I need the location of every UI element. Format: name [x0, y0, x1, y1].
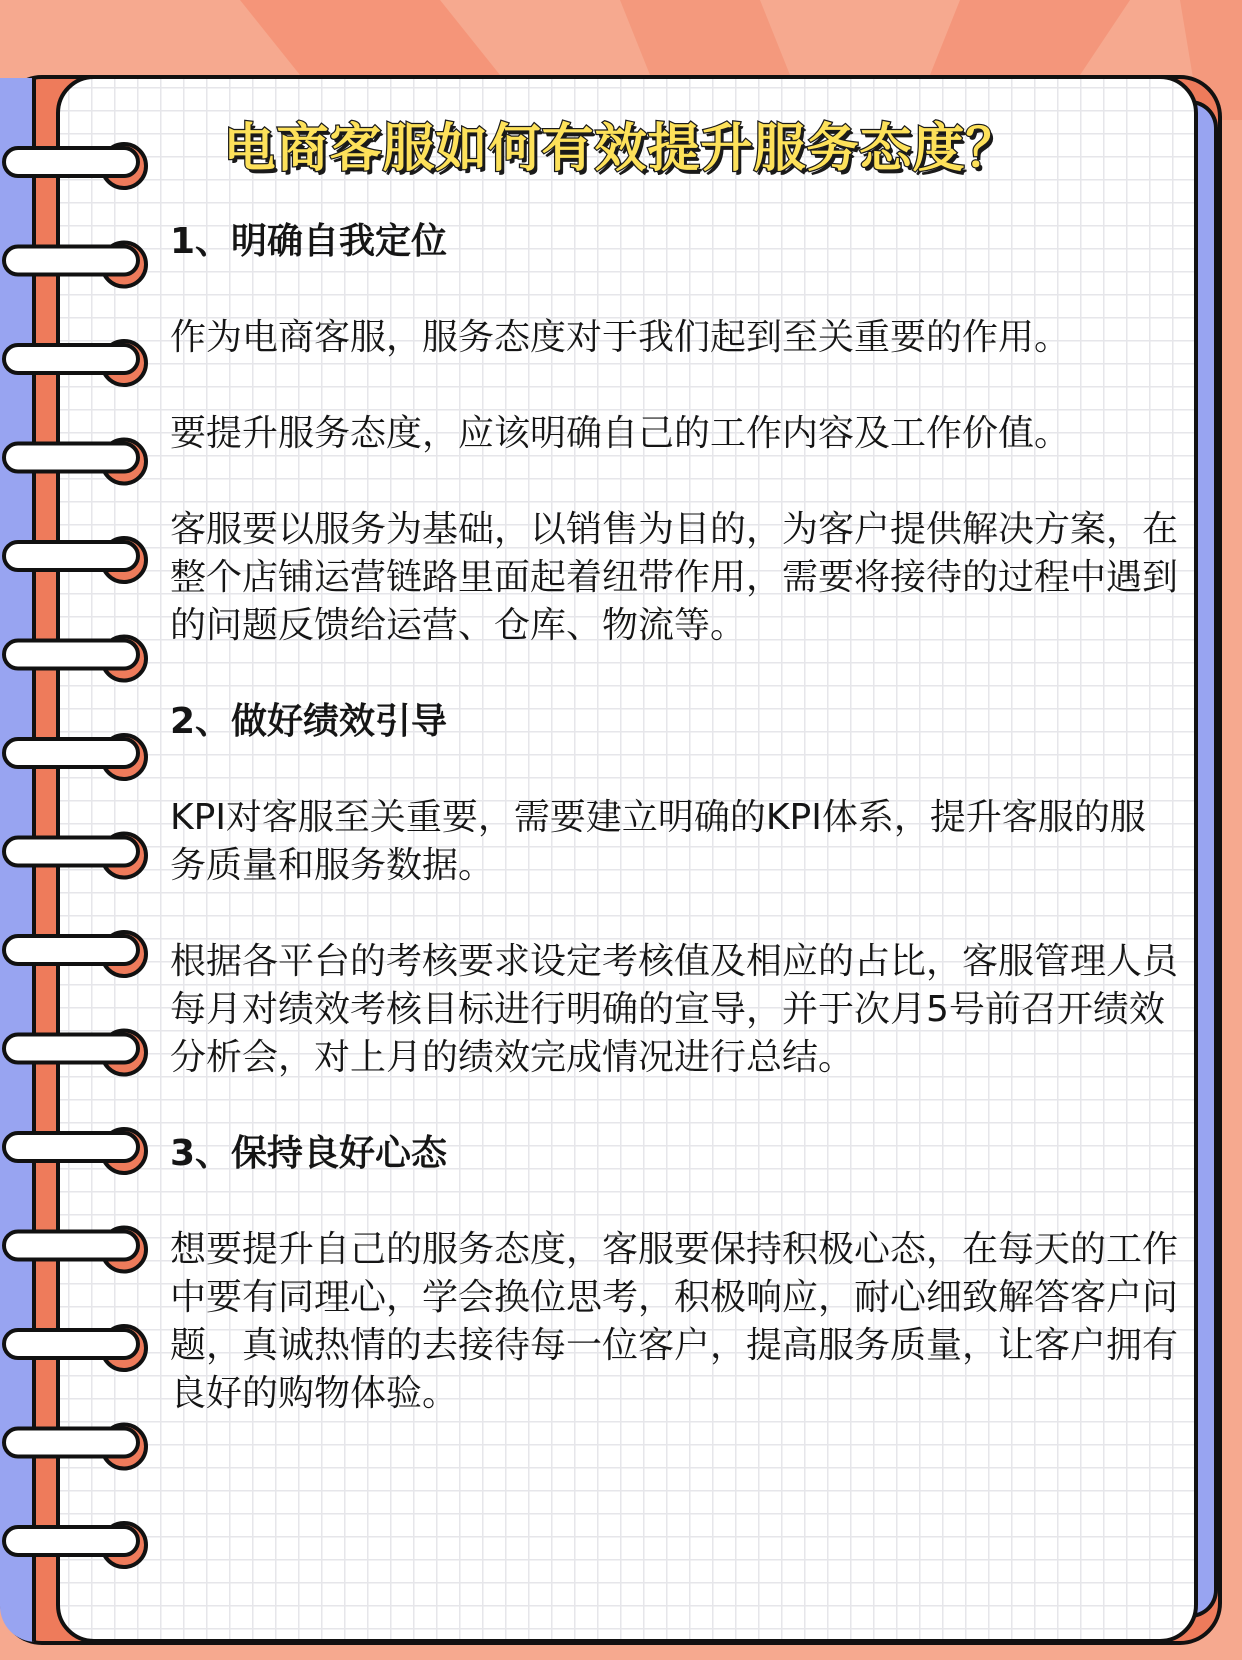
- spiral-ring-icon: [4, 243, 146, 287]
- spiral-ring-icon: [4, 1425, 146, 1469]
- paragraph: 客服要以服务为基础，以销售为目的，为客户提供解决方案，在整个店铺运营链路里面起着纽带作用，需要将接待的过程中遇到的问题反馈给运营、仓库、物流等。: [170, 509, 1179, 646]
- page-title: 电商客服如何有效提升服务态度？: [223, 119, 1019, 179]
- section-heading: 2、做好绩效引导: [170, 701, 448, 742]
- spiral-ring-icon: [4, 834, 146, 878]
- paragraph: 想要提升自己的服务态度，客服要保持积极心态，在每天的工作中要有同理心，学会换位思考，积极响应，耐心细致解答客户问题，真诚热情的去接待每一位客户，提高服务质量，让客户拥有良好的购物体验。: [170, 1229, 1179, 1414]
- article-body: [170, 218, 1180, 1466]
- spiral-ring-icon: [4, 1523, 146, 1567]
- paragraph: 根据各平台的考核要求设定考核值及相应的占比，客服管理人员每月对绩效考核目标进行明确的宣导，并于次月5号前召开绩效分析会，对上月的绩效完成情况进行总结。: [170, 941, 1179, 1078]
- spiral-ring-icon: [4, 637, 146, 681]
- paragraph: 要提升服务态度，应该明确自己的工作内容及工作价值。: [170, 413, 1071, 454]
- section-heading: 3、保持良好心态: [170, 1133, 448, 1174]
- spiral-ring-icon: [4, 341, 146, 385]
- spiral-ring-icon: [4, 1129, 146, 1173]
- spiral-ring-icon: [4, 538, 146, 582]
- spiral-ring-icon: [4, 1031, 146, 1075]
- spiral-binding: [0, 0, 160, 1660]
- spiral-ring-icon: [4, 932, 146, 976]
- paragraph: KPI对客服至关重要，需要建立明确的KPI体系，提升客服的服务质量和服务数据。: [170, 797, 1146, 886]
- spiral-ring-icon: [4, 1228, 146, 1272]
- spiral-ring-icon: [4, 1326, 146, 1370]
- spiral-ring-icon: [4, 735, 146, 779]
- paragraph: 作为电商客服，服务态度对于我们起到至关重要的作用。: [170, 317, 1071, 358]
- spiral-ring-icon: [4, 440, 146, 484]
- section-heading: 1、明确自我定位: [170, 221, 448, 262]
